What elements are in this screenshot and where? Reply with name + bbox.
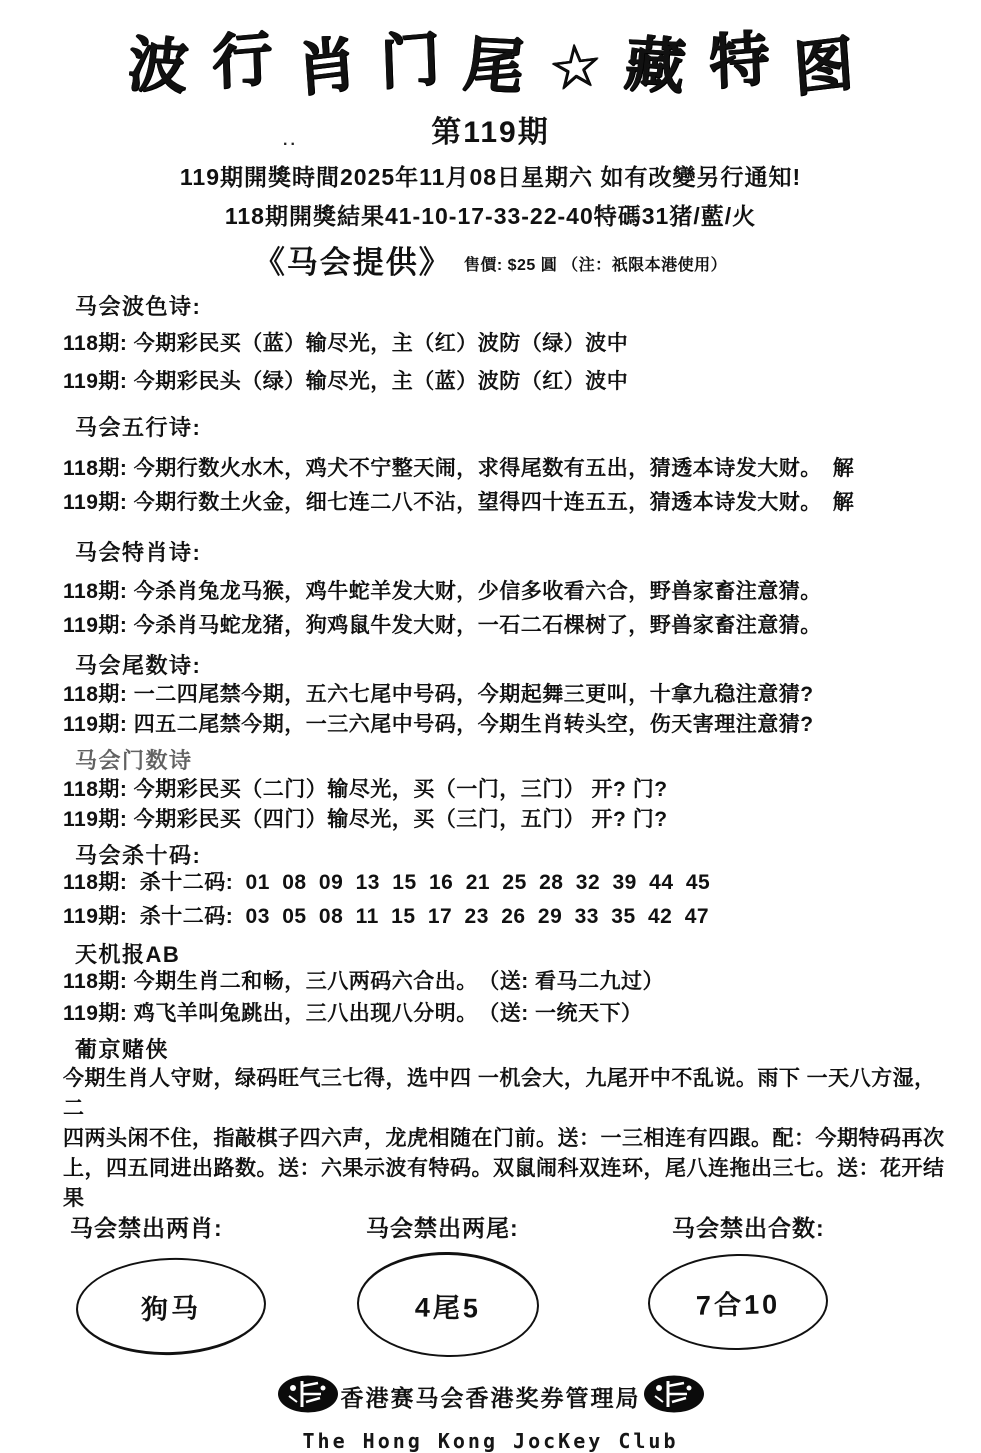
forbidden-value: 狗马: [140, 1292, 202, 1325]
section-line: 118期: 一二四尾禁今期，五六七尾中号码，今期起舞三更叫，十拿九稳注意猜?: [63, 683, 814, 706]
section-heading: 马会波色诗:: [75, 294, 202, 319]
section-heading: 马会门数诗: [75, 748, 193, 773]
org-row: [0, 1374, 981, 1419]
section-line: 119期: 四五二尾禁今期，一三六尾中号码，今期生肖转头空，伤天害理注意猜?: [63, 713, 814, 736]
section-line: 118期: 今杀肖兔龙马猴，鸡牛蛇羊发大财，少信多收看六合，野兽家畜注意猜。: [63, 580, 822, 603]
page-title: 波 行 肖 门 尾 ☆ 藏 特 图: [124, 24, 856, 104]
scanned-lottery-sheet: [0, 20, 981, 1453]
hkjc-horse-logo-icon: [277, 1374, 339, 1419]
section-heading: 马会尾数诗:: [75, 653, 202, 678]
section-line: 118期: 今期生肖二和畅，三八两码六合出。 （送: 看马二九过）: [63, 970, 665, 993]
provider-title: 《马会提供》: [253, 245, 452, 280]
section-line: 118期: 今期彩民买（蓝）输尽光，主（红）波防（绿）波中: [63, 332, 629, 355]
section-bose-poem: [63, 290, 951, 395]
forbidden-label-tail: 马会禁出两尾:: [366, 1215, 519, 1241]
section-tianji-report: [63, 938, 951, 1027]
section-line: 118期: 今期行数火水木，鸡犬不宁整天闹，求得尾数有五出，猜透本诗发大财。 解: [63, 457, 855, 480]
section-line: 119期: 鸡飞羊叫兔跳出，三八出现八分明。 （送: 一统天下）: [63, 1002, 643, 1025]
sheet-header: [0, 20, 981, 282]
sheet-footer: [0, 1374, 981, 1453]
paragraph-line: 上，四五同进出路数。送：六果示波有特码。双鼠闹科双连环，尾八连拖出三七。送：花开结: [63, 1157, 945, 1180]
section-line: 118期: 今期彩民买（二门）输尽光，买（一门，三门） 开? 门?: [63, 778, 668, 801]
section-line: 119期: 今期彩民买（四门）输尽光，买（三门，五门） 开? 门?: [63, 808, 668, 831]
section-line: 119期: 今杀肖马蛇龙猪，狗鸡鼠牛发大财，一石二石棵树了，野兽家畜注意猜。: [63, 614, 822, 637]
forbidden-row: [0, 1210, 981, 1362]
scan-artifact-dots: ..: [283, 132, 298, 149]
provider-row: [0, 237, 981, 282]
hkjc-horse-logo-icon: [643, 1374, 705, 1419]
forbidden-value: 4尾5: [414, 1291, 482, 1324]
forbidden-ellipse-sum: [647, 1252, 829, 1351]
paragraph-line: 四两头闲不住，指敲棋子四六声，龙虎相随在门前。送：一三相连有四跟。配：今期特码再次: [63, 1127, 945, 1150]
draw-time-line: 119期開獎時間2025年11月08日星期六 如有改變另行通知!: [179, 164, 802, 190]
forbidden-ellipse-zodiac: [74, 1255, 267, 1359]
section-menshu-poem: [63, 744, 951, 833]
section-texiao-poem: [63, 536, 951, 639]
section-line: 119期: 杀十二码: 03 05 08 11 15 17 23 26 29 33 35 42 47: [63, 905, 710, 928]
issue-heading: 第119期: [431, 116, 550, 149]
last-result-line: 118期開獎結果41-10-17-33-22-40特碼31猪/藍/火: [224, 203, 757, 229]
section-pujing-duxia: [63, 1033, 951, 1214]
section-heading: 马会特肖诗:: [75, 540, 202, 565]
section-heading: 葡京赌侠: [75, 1037, 170, 1062]
price-note: 售價: $25 圓 （注：祇限本港使用）: [463, 257, 728, 274]
section-weishu-poem: [63, 649, 951, 738]
section-line: 118期: 杀十二码: 01 08 09 13 15 16 21 25 28 32 39 44 45: [63, 871, 711, 894]
org-name-cn: 香港赛马会香港奖券管理局: [340, 1385, 641, 1411]
section-heading: 马会杀十码:: [75, 843, 202, 868]
forbidden-value: 7合10: [695, 1288, 781, 1321]
section-wuxing-poem: [63, 411, 951, 516]
section-heading: 马会五行诗:: [75, 415, 202, 440]
section-heading: 天机报AB: [75, 942, 181, 967]
forbidden-ellipse-tail: [356, 1250, 540, 1358]
section-line: 119期: 今期行数土火金，细七连二八不沾，望得四十连五五，猜透本诗发大财。 解: [63, 491, 855, 514]
paragraph-line: 果: [63, 1187, 85, 1210]
section-sha-codes: [63, 839, 951, 930]
forbidden-label-sum: 马会禁出合数:: [672, 1215, 825, 1241]
org-name-en: The Hong Kong JocKey Club: [302, 1429, 679, 1453]
paragraph-line: 今期生肖人守财，绿码旺气三七得，选中四 一机会大，九尾开中不乱说。雨下 一天八方湿，二: [63, 1067, 936, 1120]
poem-sections: [0, 282, 981, 1214]
forbidden-label-zodiac: 马会禁出两肖:: [70, 1215, 223, 1241]
section-line: 119期: 今期彩民头（绿）输尽光，主（蓝）波防（红）波中: [63, 370, 629, 393]
